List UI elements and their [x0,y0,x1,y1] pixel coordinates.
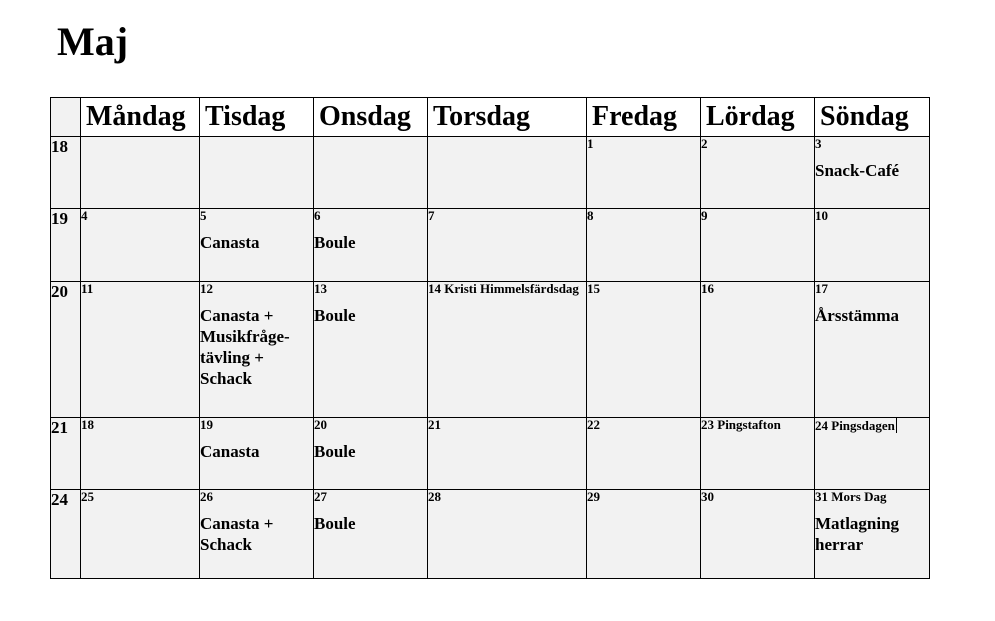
week-row [51,137,930,209]
day-cell[interactable] [314,137,428,209]
day-cell[interactable] [587,490,701,579]
day-number: 20 [314,417,327,432]
day-cell[interactable] [587,418,701,490]
header-sunday: Söndag [815,98,930,137]
day-event: Boule [314,442,356,461]
header-tuesday: Tisdag [200,98,314,137]
day-cell[interactable] [200,282,314,418]
day-cell[interactable] [428,490,587,579]
week-number: 20 [51,282,81,418]
day-number: 7 [428,208,435,223]
day-number: 18 [81,417,94,432]
day-cell[interactable] [428,282,587,418]
day-cell[interactable] [701,418,815,490]
day-cell[interactable] [815,282,930,418]
day-cell[interactable] [81,282,200,418]
day-number: 27 [314,489,327,504]
day-cell[interactable] [815,418,930,490]
day-cell[interactable] [200,137,314,209]
header-thursday: Torsdag [428,98,587,137]
day-event: Canasta [200,233,260,252]
day-number: 23 Pingstafton [701,417,781,432]
day-event: Boule [314,306,356,325]
day-number: 5 [200,208,207,223]
week-row [51,209,930,282]
day-number: 3 [815,136,822,151]
day-number: 8 [587,208,594,223]
day-number: 4 [81,208,88,223]
day-cell[interactable] [314,209,428,282]
week-row [51,418,930,490]
day-event: Matlagning herrar [815,514,900,554]
day-event: Boule [314,233,356,252]
day-cell[interactable] [701,490,815,579]
day-number: 26 [200,489,213,504]
day-number: 25 [81,489,94,504]
day-cell[interactable] [314,490,428,579]
day-number: 17 [815,281,828,296]
corner-cell [51,98,81,137]
day-number: 6 [314,208,321,223]
day-cell[interactable] [701,137,815,209]
day-cell[interactable] [815,209,930,282]
day-event: Årsstämma [815,306,900,325]
page-title: Maj [57,19,129,64]
day-cell[interactable] [428,137,587,209]
week-number: 21 [51,418,81,490]
day-number-text: 24 Pingsdagen [815,418,895,433]
text-cursor [896,418,897,433]
week-row [51,282,930,418]
day-cell[interactable] [81,209,200,282]
header-monday: Måndag [81,98,200,137]
day-cell[interactable] [81,418,200,490]
day-number: 12 [200,281,213,296]
header-friday: Fredag [587,98,701,137]
day-number [815,418,929,433]
day-cell[interactable] [587,209,701,282]
calendar-table [50,97,930,579]
day-cell[interactable] [587,137,701,209]
day-cell[interactable] [200,490,314,579]
day-cell[interactable] [200,418,314,490]
week-row [51,490,930,579]
day-cell[interactable] [428,418,587,490]
day-number: 10 [815,208,828,223]
day-event: Canasta + Musikfråge-tävling + Schack [200,306,290,388]
day-cell[interactable] [428,209,587,282]
week-number: 24 [51,490,81,579]
day-event: Snack-Café [815,161,900,180]
day-number: 29 [587,489,600,504]
day-cell[interactable] [815,490,930,579]
day-number: 19 [200,417,213,432]
day-event: Boule [314,514,356,533]
day-number: 14 Kristi Himmelsfärdsdag [428,281,579,296]
day-number: 16 [701,281,714,296]
day-cell[interactable] [81,490,200,579]
day-number: 9 [701,208,708,223]
day-cell[interactable] [314,418,428,490]
day-cell[interactable] [200,209,314,282]
header-wednesday: Onsdag [314,98,428,137]
day-number: 15 [587,281,600,296]
day-cell[interactable] [701,282,815,418]
day-cell[interactable] [701,209,815,282]
week-number: 19 [51,209,81,282]
week-number: 18 [51,137,81,209]
day-number: 28 [428,489,441,504]
header-row [51,98,930,137]
day-cell[interactable] [587,282,701,418]
day-number: 2 [701,136,708,151]
day-event: Canasta [200,442,260,461]
header-saturday: Lördag [701,98,815,137]
day-cell[interactable] [314,282,428,418]
day-cell[interactable] [815,137,930,209]
day-number: 13 [314,281,327,296]
day-number: 30 [701,489,714,504]
day-number: 1 [587,136,594,151]
day-cell[interactable] [81,137,200,209]
day-event: Canasta + Schack [200,514,274,554]
day-number: 31 Mors Dag [815,489,887,504]
day-number: 21 [428,417,441,432]
day-number: 22 [587,417,600,432]
day-number: 11 [81,281,94,296]
